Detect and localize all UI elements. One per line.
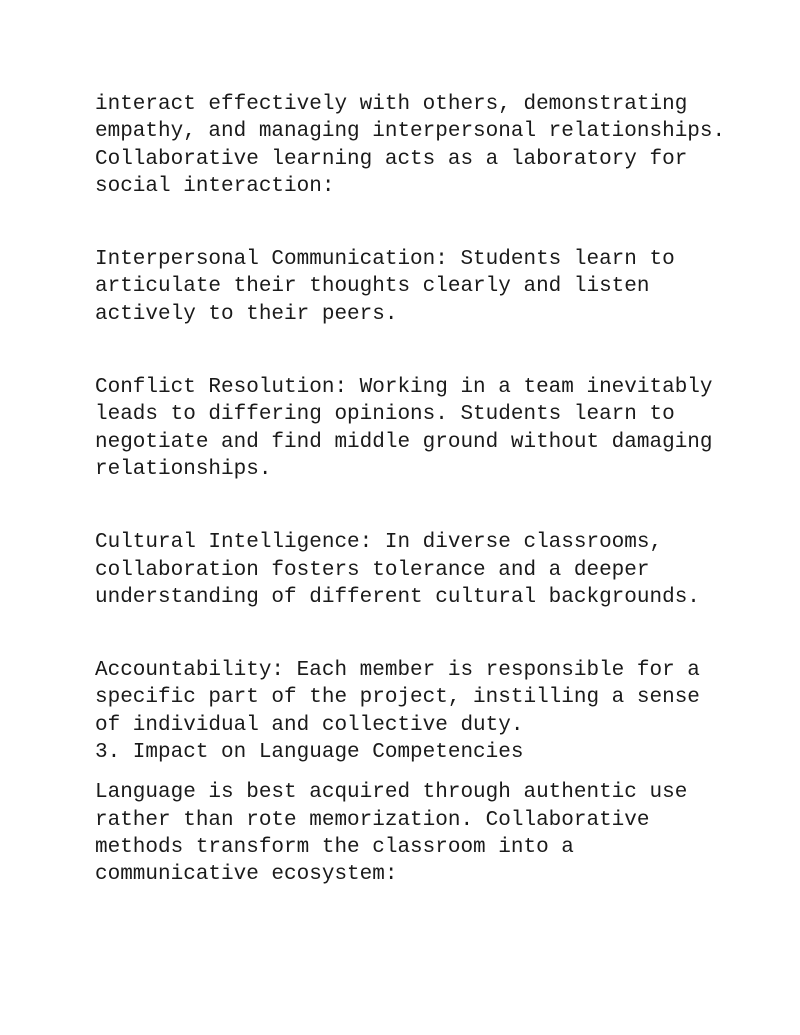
section-paragraph: Language is best acquired through authentic use rather than rote memorization. Collaborative methods transform the classroom into a communicative ecosystem: (95, 781, 688, 887)
item-conflict-resolution: Conflict Resolution: Working in a team inevitably leads to differing opinions. Students learn to negotiate and find middle ground without damaging relationships. (95, 376, 713, 481)
item-accountability: Accountability: Each member is responsible for a specific part of the project, instilling a sense of individual and collective duty. (95, 659, 700, 737)
intro-paragraph: interact effectively with others, demonstrating empathy, and managing interpersonal relationships. Collaborative learning acts as a laboratory for social interaction: (95, 93, 726, 198)
item-interpersonal-communication: Interpersonal Communication: Students learn to articulate their thoughts clearly and listen actively to their peers. (95, 248, 675, 326)
section-heading: 3. Impact on Language Competencies (95, 741, 524, 765)
document-page (95, 91, 735, 889)
item-cultural-intelligence: Cultural Intelligence: In diverse classrooms, collaboration fosters tolerance and a deeper understanding of different cultural backgrounds. (95, 531, 700, 609)
